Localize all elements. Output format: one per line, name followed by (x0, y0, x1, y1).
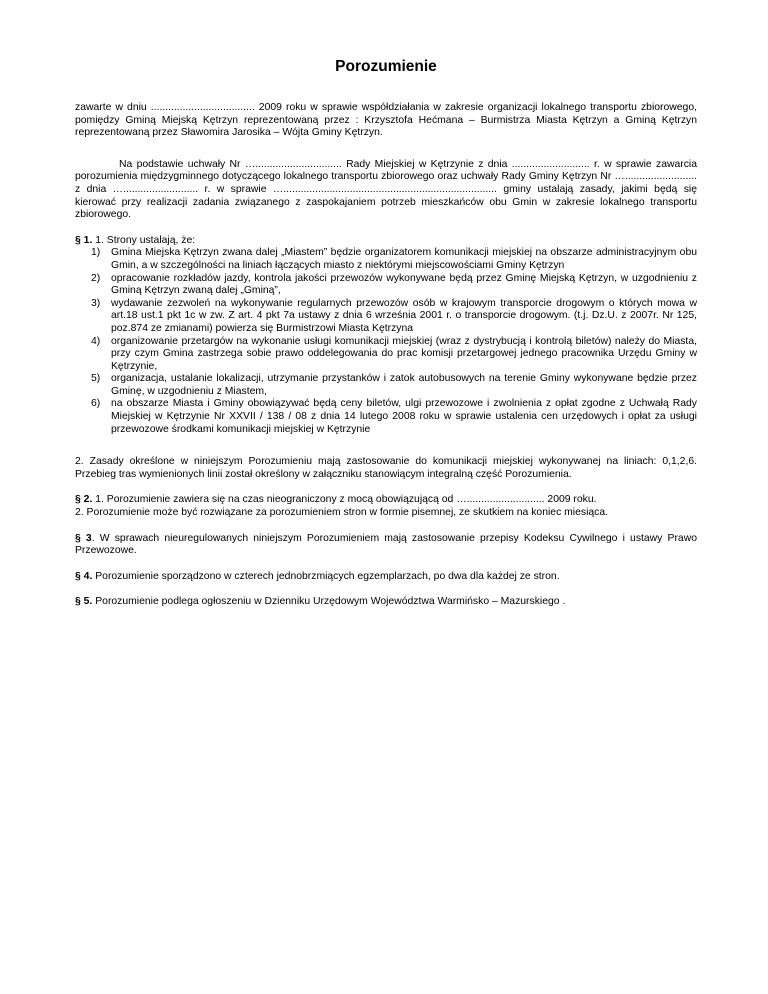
list-item-number: 3) (91, 297, 101, 309)
section-1-paragraph-2: 2. Zasady określone w niniejszym Porozumieniu mają zastosowanie do komunikacji miejskiej wykonywanej na liniach: 0,1,2,6. Przebieg tras wymienionych linii został określony w załączniku stanowiącym integralną część Porozumienia. (75, 456, 697, 480)
basis-paragraph: Na podstawie uchwały Nr ….............................. Rady Miejskiej w Kętrzynie z dnia ........................... r. w sprawie zawarcia porozumienia międzygminnego dotyczącego lokalnego transportu zbiorowego oraz uchwały Rady Gminy Kętrzyn Nr …......................... z dnia ….......................... r. w sprawie ….......................................................................... gminy ustalają zasady, jakimi będą się kierować przy realizacji zadania związanego z zaspokajaniem potrzeb mieszkańców obu Gmin w zakresie lokalnego transportu zbiorowego. (75, 158, 697, 221)
list-item (75, 398, 697, 436)
list-item-number: 1) (91, 247, 101, 259)
section-4-text: Porozumienie sporządzono w czterech jednobrzmiących egzemplarzach, po dwa dla każdej ze stron. (92, 570, 560, 582)
list-item-text: wydawanie zezwoleń na wykonywanie regularnych przewozów osób w krajowym transporcie drogowym o których mowa w art.18 ust.1 pkt 1c w zw. Z art. 4 pkt 7a ustawy z dnia 6 września 2001 r. o transporcie drogowym. (t.j. Dz.U. z 2007r. Nr 125, poz.874 ze zmianami) powierza się Burmistrzowi Miasta Kętrzyna (111, 297, 697, 334)
list-item (75, 273, 697, 298)
list-item (75, 336, 697, 374)
section-4 (75, 571, 697, 584)
intro-paragraph: zawarte w dniu .................................... 2009 roku w sprawie współdziałania w zakresie organizacji lokalnego transportu zbiorowego, pomiędzy Gminą Miejską Kętrzyn reprezentowaną przez : Krzysztofa Hećmana – Burmistrza Miasta Kętrzyn a Gminą Kętrzyn reprezentowaną przez Sławomira Jarosika – Wójta Gminy Kętrzyn. (75, 102, 697, 139)
list-item-text: na obszarze Miasta i Gminy obowiązywać będą ceny biletów, ulgi przewozowe i zwolnienia z opłat zgodne z Uchwałą Rady Miejskiej w Kętrzynie Nr XXVII / 138 / 08 z dnia 14 lutego 2008 roku w sprawie ustalenia cen urzędowych i opłat za usługi przewozowe środkami komunikacji miejskiej w Kętrzynie (111, 398, 697, 435)
document-title: Porozumienie (335, 58, 437, 75)
list-item-text: organizacja, ustalanie lokalizacji, utrzymanie przystanków i zatok autobusowych na terenie Gminy wykonywane będzie przez Gminę, w uzgodnieniu z Miastem, (111, 373, 697, 397)
list-item (75, 373, 697, 398)
list-item-number: 6) (91, 398, 101, 410)
section-1-list (75, 247, 697, 436)
list-item-text: Gmina Miejska Kętrzyn zwana dalej „Miastem” będzie organizatorem komunikacji miejskiej na obszarze administracyjnym obu Gmin, a w szczególności na liniach łączących miasto z niektórymi miejscowościami Gminy Kętrzyn (111, 247, 697, 271)
section-1-mark: § 1. (75, 234, 93, 246)
section-5 (75, 596, 697, 609)
section-2 (75, 494, 697, 519)
list-item-text: opracowanie rozkładów jazdy, kontrola jakości przewozów wykonywane będą przez Gminę Miejską Kętrzyn, w uzgodnieniu z Gminą Kętrzyn zwaną dalej „Gminą”, (111, 272, 697, 297)
section-4-mark: § 4. (75, 570, 93, 582)
list-item-number: 2) (91, 272, 101, 284)
section-5-mark: § 5. (75, 596, 93, 608)
list-item-number: 5) (91, 373, 101, 385)
document-page (75, 58, 697, 622)
section-2-line-2: 2. Porozumienie może być rozwiązane za porozumieniem stron w formie pisemnej, ze skutkiem na koniec miesiąca. (75, 507, 609, 519)
list-item-text: organizowanie przetargów na wykonanie usługi komunikacji miejskiej (wraz z dystrybucją i kontrolą biletów) należy do Miasta, przy czym Gmina zastrzega sobie prawo oddelegowania do prac komisji przetargowej jednego pracownika Urzędu Gminy w Kętrzynie, (111, 335, 697, 372)
section-1-heading (75, 235, 697, 248)
section-3-text: . W sprawach nieuregulowanych niniejszym Porozumieniem mają zastosowanie przepisy Kodeksu Cywilnego i ustawy Prawo Przewozowe. (75, 532, 697, 557)
section-3-mark: § 3 (75, 532, 92, 544)
section-1-lead: 1. Strony ustalają, że: (92, 234, 196, 246)
section-2-line-1: 1. Porozumienie zawiera się na czas nieograniczony z mocą obowiązującą od …........................... 2009 roku. (92, 494, 597, 506)
list-item-number: 4) (91, 335, 101, 347)
list-item (75, 298, 697, 336)
list-item (75, 247, 697, 272)
section-2-mark: § 2. (75, 494, 93, 506)
section-5-text: Porozumienie podlega ogłoszeniu w Dzienniku Urzędowym Województwa Warmińsko – Mazurskiego . (92, 596, 566, 608)
section-3 (75, 533, 697, 558)
